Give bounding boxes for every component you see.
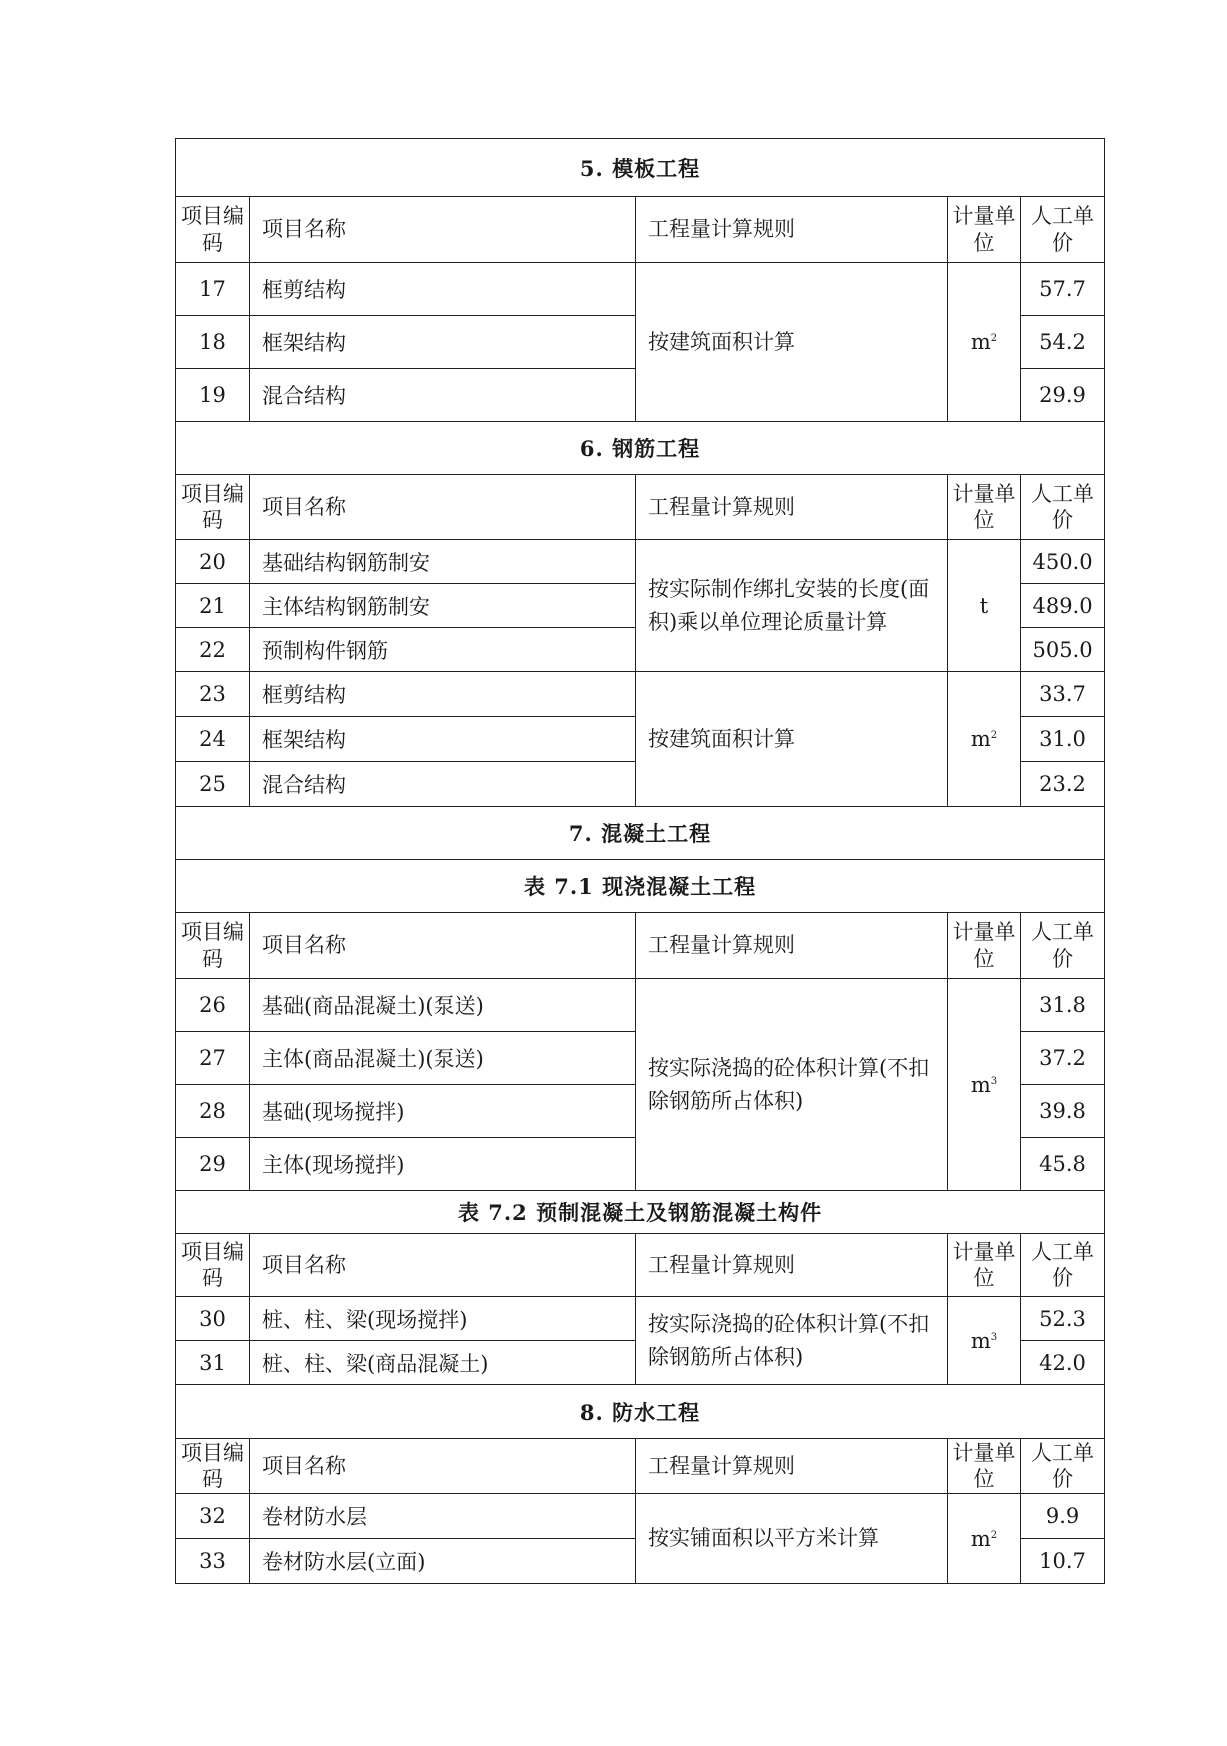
quota-table — [175, 138, 1105, 1584]
header-code: 项目编码 — [176, 475, 250, 540]
item-name: 主体(商品混凝土)(泵送) — [250, 1032, 636, 1085]
item-price: 23.2 — [1021, 762, 1105, 807]
item-code: 23 — [176, 672, 250, 717]
item-price: 31.0 — [1021, 717, 1105, 762]
item-price: 42.0 — [1021, 1341, 1105, 1385]
header-rule: 工程量计算规则 — [636, 197, 948, 263]
item-price: 450.0 — [1021, 540, 1105, 584]
item-price: 489.0 — [1021, 584, 1105, 628]
item-name: 主体结构钢筋制安 — [250, 584, 636, 628]
item-name: 框剪结构 — [250, 672, 636, 717]
item-price: 29.9 — [1021, 369, 1105, 422]
header-rule: 工程量计算规则 — [636, 913, 948, 979]
unit-sup: 3 — [990, 1075, 998, 1087]
table-row — [176, 1494, 1105, 1539]
item-name: 混合结构 — [250, 762, 636, 807]
item-price: 33.7 — [1021, 672, 1105, 717]
unit — [948, 540, 1021, 672]
item-code: 26 — [176, 979, 250, 1032]
item-name: 框剪结构 — [250, 263, 636, 316]
item-price: 39.8 — [1021, 1085, 1105, 1138]
unit-base: m — [970, 727, 991, 751]
header-code: 项目编码 — [176, 197, 250, 263]
header-name: 项目名称 — [250, 475, 636, 540]
unit-base: m — [970, 1072, 991, 1097]
item-price: 57.7 — [1021, 263, 1105, 316]
item-price: 9.9 — [1021, 1494, 1105, 1539]
table-row — [176, 672, 1105, 717]
item-name: 基础结构钢筋制安 — [250, 540, 636, 584]
header-rule: 工程量计算规则 — [636, 1439, 948, 1494]
header-name: 项目名称 — [250, 1439, 636, 1494]
item-code: 31 — [176, 1341, 250, 1385]
item-code: 24 — [176, 717, 250, 762]
section-title: 8. 防水工程 — [176, 1385, 1105, 1439]
item-price: 31.8 — [1021, 979, 1105, 1032]
item-name: 框架结构 — [250, 316, 636, 369]
item-price: 52.3 — [1021, 1297, 1105, 1341]
item-code: 18 — [176, 316, 250, 369]
table-row — [176, 263, 1105, 316]
unit-sup: 2 — [990, 333, 998, 344]
item-price: 505.0 — [1021, 628, 1105, 672]
item-name: 混合结构 — [250, 369, 636, 422]
calc-rule: 按建筑面积计算 — [636, 672, 948, 807]
header-unit: 计量单位 — [948, 1234, 1021, 1297]
unit-base: t — [979, 593, 989, 618]
section-title: 5. 模板工程 — [176, 139, 1105, 197]
unit — [948, 263, 1021, 422]
table-row — [176, 979, 1105, 1032]
unit-base: m — [970, 330, 991, 354]
subsection-title: 表 7.1 现浇混凝土工程 — [176, 860, 1105, 913]
item-price: 10.7 — [1021, 1539, 1105, 1584]
header-unit: 计量单位 — [948, 475, 1021, 540]
header-unit: 计量单位 — [948, 197, 1021, 263]
item-code: 27 — [176, 1032, 250, 1085]
item-code: 28 — [176, 1085, 250, 1138]
item-name: 预制构件钢筋 — [250, 628, 636, 672]
header-unit: 计量单位 — [948, 913, 1021, 979]
header-name: 项目名称 — [250, 197, 636, 263]
item-code: 25 — [176, 762, 250, 807]
item-code: 32 — [176, 1494, 250, 1539]
calc-rule: 按实际浇捣的砼体积计算(不扣除钢筋所占体积) — [636, 979, 948, 1191]
calc-rule: 按实际浇捣的砼体积计算(不扣除钢筋所占体积) — [636, 1297, 948, 1385]
item-code: 19 — [176, 369, 250, 422]
item-name: 主体(现场搅拌) — [250, 1138, 636, 1191]
header-rule: 工程量计算规则 — [636, 475, 948, 540]
header-rule: 工程量计算规则 — [636, 1234, 948, 1297]
header-price: 人工单价 — [1021, 1234, 1105, 1297]
section-title: 7. 混凝土工程 — [176, 807, 1105, 860]
item-name: 桩、柱、梁(现场搅拌) — [250, 1297, 636, 1341]
section-title: 6. 钢筋工程 — [176, 422, 1105, 475]
item-code: 17 — [176, 263, 250, 316]
item-code: 22 — [176, 628, 250, 672]
item-price: 45.8 — [1021, 1138, 1105, 1191]
item-code: 30 — [176, 1297, 250, 1341]
calc-rule: 按实际制作绑扎安装的长度(面积)乘以单位理论质量计算 — [636, 540, 948, 672]
unit — [948, 672, 1021, 807]
item-code: 21 — [176, 584, 250, 628]
item-code: 29 — [176, 1138, 250, 1191]
table-row — [176, 540, 1105, 584]
header-price: 人工单价 — [1021, 475, 1105, 540]
item-name: 卷材防水层(立面) — [250, 1539, 636, 1584]
item-name: 卷材防水层 — [250, 1494, 636, 1539]
item-name: 基础(商品混凝土)(泵送) — [250, 979, 636, 1032]
item-code: 20 — [176, 540, 250, 584]
item-name: 桩、柱、梁(商品混凝土) — [250, 1341, 636, 1385]
header-code: 项目编码 — [176, 1439, 250, 1494]
unit — [948, 979, 1021, 1191]
item-price: 54.2 — [1021, 316, 1105, 369]
header-code: 项目编码 — [176, 913, 250, 979]
calc-rule: 按实铺面积以平方米计算 — [636, 1494, 948, 1584]
item-name: 基础(现场搅拌) — [250, 1085, 636, 1138]
header-unit: 计量单位 — [948, 1439, 1021, 1494]
unit-sup: 2 — [990, 1529, 998, 1541]
header-name: 项目名称 — [250, 1234, 636, 1297]
unit — [948, 1494, 1021, 1584]
header-price: 人工单价 — [1021, 197, 1105, 263]
table-row — [176, 1297, 1105, 1341]
unit-sup: 3 — [990, 1331, 998, 1343]
unit — [948, 1297, 1021, 1385]
subsection-title: 表 7.2 预制混凝土及钢筋混凝土构件 — [176, 1191, 1105, 1234]
item-code: 33 — [176, 1539, 250, 1584]
unit-base: m — [970, 1526, 991, 1551]
item-name: 框架结构 — [250, 717, 636, 762]
header-code: 项目编码 — [176, 1234, 250, 1297]
header-price: 人工单价 — [1021, 913, 1105, 979]
unit-sup: 2 — [990, 730, 998, 741]
header-price: 人工单价 — [1021, 1439, 1105, 1494]
header-name: 项目名称 — [250, 913, 636, 979]
unit-base: m — [970, 1328, 991, 1353]
item-price: 37.2 — [1021, 1032, 1105, 1085]
calc-rule: 按建筑面积计算 — [636, 263, 948, 422]
